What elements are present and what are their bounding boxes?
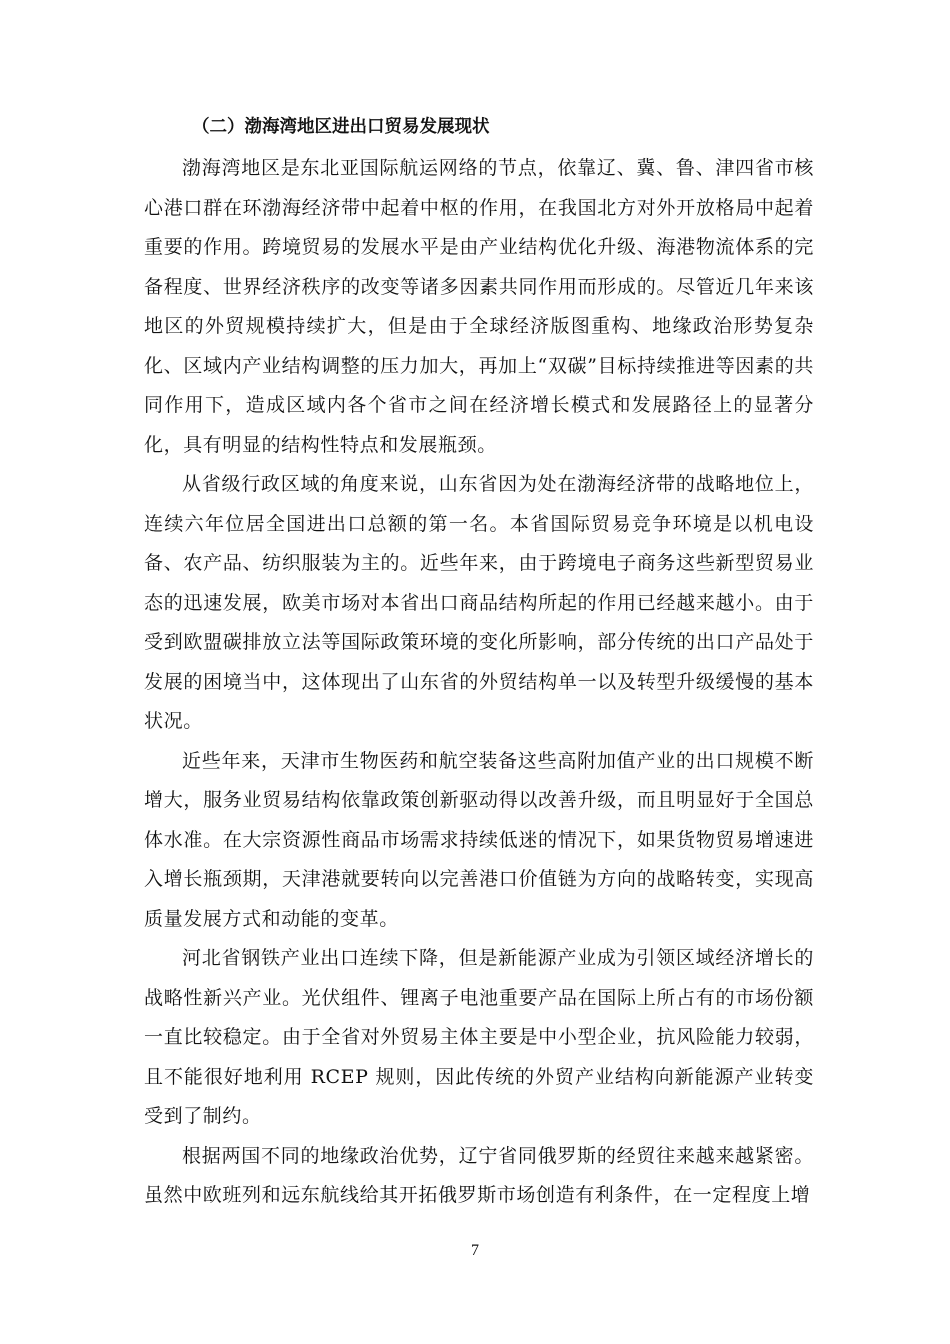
page-body <box>144 114 814 1216</box>
section-heading: （二）渤海湾地区进出口贸易发展现状 <box>192 117 490 137</box>
paragraph-tianjin: 近些年来，天津市生物医药和航空装备这些高附加值产业的出口规模不断增大，服务业贸易结构依靠政策创新驱动得以改善升级，而且明显好于全国总体水准。在大宗资源性商品市场需求持续低迷的情况下，如果货物贸易增速进入增长瓶颈期，天津港就要转向以完善港口价值链为方向的战略转变，实现高质量发展方式和动能的变革。 <box>144 749 814 930</box>
page-number: 7 <box>471 1242 479 1259</box>
paragraph-overview: 渤海湾地区是东北亚国际航运网络的节点，依靠辽、冀、鲁、津四省市核心港口群在环渤海经济带中起着中枢的作用，在我国北方对外开放格局中起着重要的作用。跨境贸易的发展水平是由产业结构优化升级、海港物流体系的完备程度、世界经济秩序的改变等诸多因素共同作用而形成的。尽管近几年来该地区的外贸规模持续扩大，但是由于全球经济版图重构、地缘政治形势复杂化、区域内产业结构调整的压力加大，再加上“双碳”目标持续推进等因素的共同作用下，造成区域内各个省市之间在经济增长模式和发展路径上的显著分化，具有明显的结构性特点和发展瓶颈。 <box>144 157 814 456</box>
paragraph-hebei: 河北省钢铁产业出口连续下降，但是新能源产业成为引领区域经济增长的战略性新兴产业。光伏组件、锂离子电池重要产品在国际上所占有的市场份额一直比较稳定。由于全省对外贸易主体主要是中小型企业，抗风险能力较弱，且不能很好地利用 RCEP 规则，因此传统的外贸产业结构向新能源产业转变受到了制约。 <box>144 947 814 1127</box>
paragraph-shandong: 从省级行政区域的角度来说，山东省因为处在渤海经济带的战略地位上，连续六年位居全国进出口总额的第一名。本省国际贸易竞争环境是以机电设备、农产品、纺织服装为主的。近些年来，由于跨境电子商务这些新型贸易业态的迅速发展，欧美市场对本省出口商品结构所起的作用已经越来越小。由于受到欧盟碳排放立法等国际政策环境的变化所影响，部分传统的出口产品处于发展的困境当中，这体现出了山东省的外贸结构单一以及转型升级缓慢的基本状况。 <box>144 473 814 732</box>
paragraph-liaoning: 根据两国不同的地缘政治优势，辽宁省同俄罗斯的经贸往来越来越紧密。虽然中欧班列和远东航线给其开拓俄罗斯市场创造有利条件，在一定程度上增 <box>144 1144 814 1206</box>
